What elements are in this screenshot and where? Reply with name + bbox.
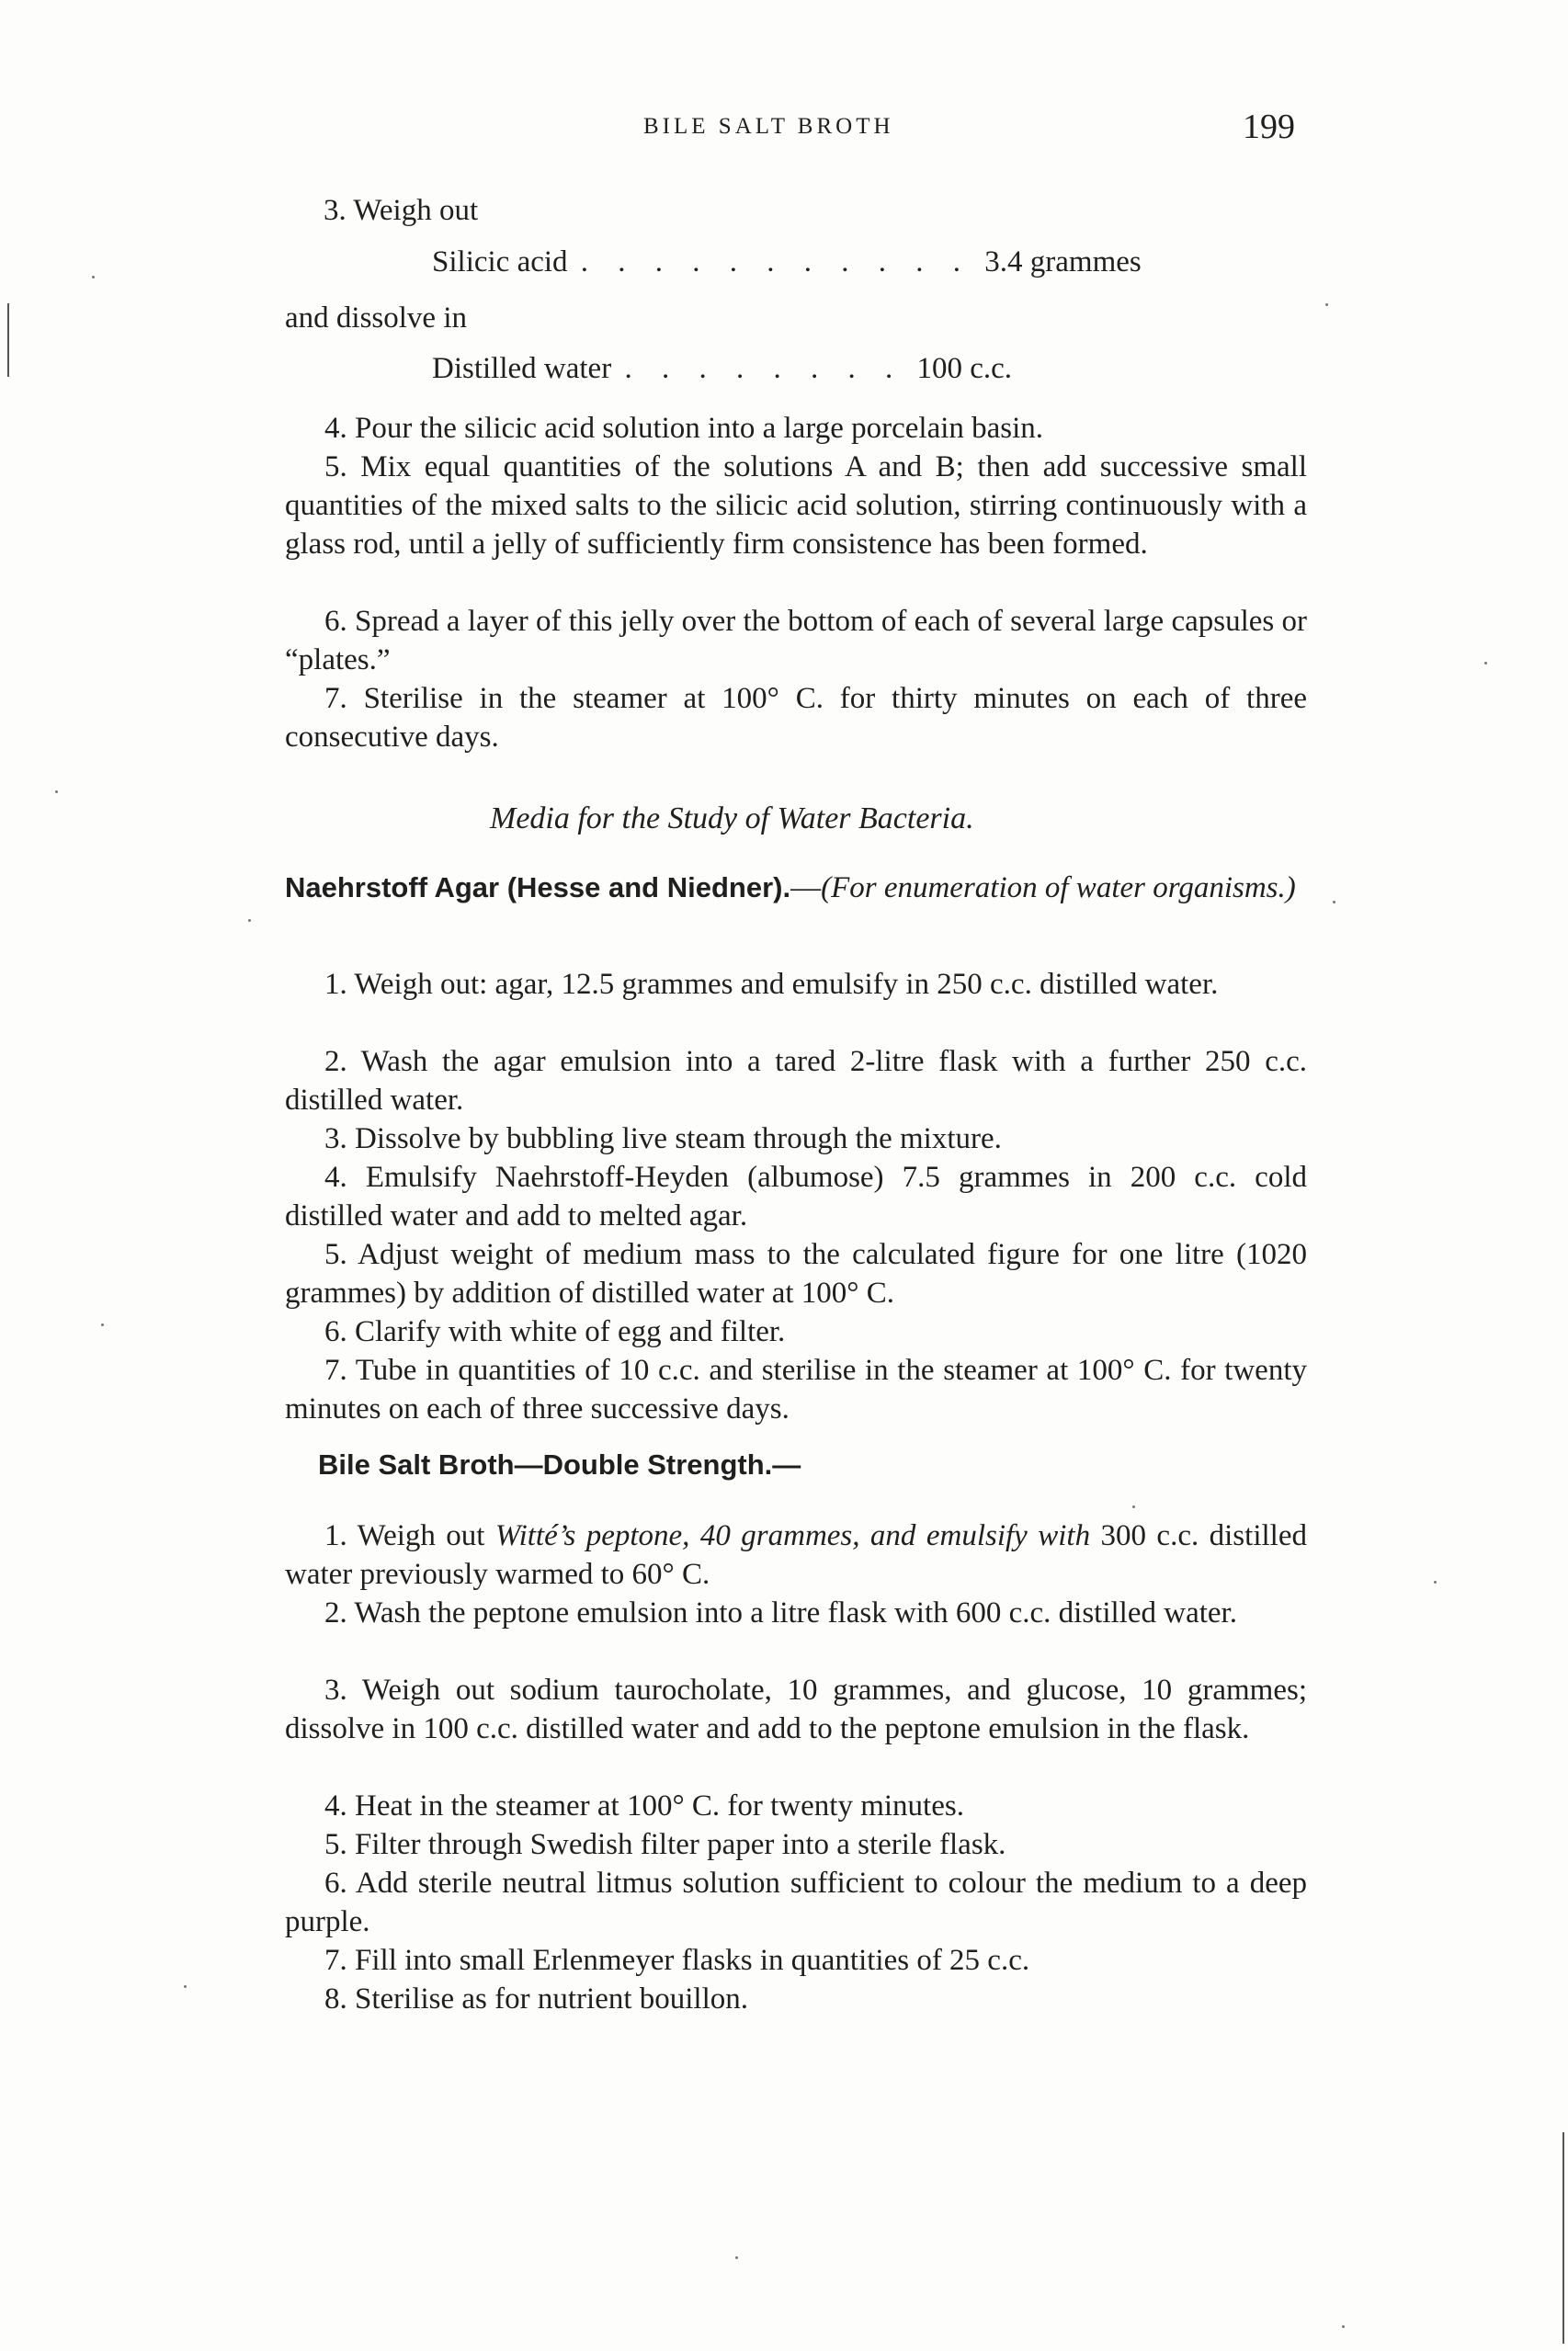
- distilled-water-row: [432, 349, 1012, 388]
- step-3-weigh-out: 3. Weigh out: [324, 194, 479, 227]
- naehrstoff-title-block: [285, 869, 1307, 907]
- scan-margin-line: [1562, 2132, 1564, 2344]
- step-lead: 1. Weigh out: [324, 1519, 495, 1552]
- silicic-step-4: 4. Pour the silicic acid solution into a large porcelain basin.: [324, 412, 1044, 445]
- bile-step-7: 7. Fill into small Erlenmeyer flasks in quantities of 25 c.c.: [324, 1944, 1030, 1977]
- bile-salt-title: Bile Salt Broth—Double Strength.—: [318, 1448, 801, 1481]
- leader-dots: . . . . . . . . . . .: [580, 245, 972, 278]
- silicic-step-5: 5. Mix equal quantities of the solutions A and B; then add successive small quantities of the mixed salts to the silicic acid solution, stirring continuously with a glass rod, until a jelly of sufficiently firm consistence has been formed.: [285, 450, 1307, 561]
- running-header-title: BILE SALT BROTH: [643, 114, 894, 139]
- page-number: 199: [1243, 108, 1295, 146]
- bile-step-2: 2. Wash the peptone emulsion into a litre flask with 600 c.c. distilled water.: [324, 1596, 1237, 1630]
- silicic-acid-row: [432, 243, 1142, 281]
- naehrstoff-step-7: 7. Tube in quantities of 10 c.c. and sterilise in the steamer at 100° C. for twenty minutes on each of three successive days.: [285, 1354, 1307, 1425]
- silicic-step-6: 6. Spread a layer of this jelly over the bottom of each of several large capsules or “plates.”: [285, 605, 1307, 676]
- step-rest: 300 c.c. distilled water previously warmed to 60° C.: [285, 1519, 1307, 1591]
- bile-step-1: [285, 1516, 1307, 1594]
- bile-step-3: 3. Weigh out sodium taurocholate, 10 grammes, and glucose, 10 grammes; dissolve in 100 c.c. distilled water and add to the peptone emulsion in the flask.: [285, 1674, 1307, 1745]
- step-italic: Witté’s peptone, 40 grammes, and emulsify with: [494, 1519, 1091, 1552]
- ingredient-amount: 3.4 grammes: [984, 245, 1142, 278]
- recipe-title: Naehrstoff Agar (Hesse and Niedner).: [285, 871, 791, 903]
- section-heading: Media for the Study of Water Bacteria.: [490, 801, 974, 835]
- leader-dots: . . . . . . . .: [624, 352, 904, 385]
- bile-step-5: 5. Filter through Swedish filter paper into a sterile flask.: [324, 1828, 1006, 1861]
- dissolve-in-text: and dissolve in: [285, 301, 467, 335]
- naehrstoff-step-5: 5. Adjust weight of medium mass to the calculated figure for one litre (1020 grammes) by addition of distilled water at 100° C.: [285, 1238, 1307, 1310]
- ingredient-name: Silicic acid: [432, 245, 568, 278]
- naehrstoff-step-6: 6. Clarify with white of egg and filter.: [324, 1315, 786, 1348]
- bile-step-8: 8. Sterilise as for nutrient bouillon.: [324, 1982, 749, 2016]
- title-dash: —: [790, 871, 822, 904]
- naehrstoff-step-1: 1. Weigh out: agar, 12.5 grammes and emulsify in 250 c.c. distilled water.: [324, 968, 1219, 1001]
- scan-margin-line: [7, 303, 9, 377]
- naehrstoff-step-4: 4. Emulsify Naehrstoff-Heyden (albumose) 7.5 grammes in 200 c.c. cold distilled water and add to melted agar.: [285, 1161, 1307, 1232]
- ingredient-amount: 100 c.c.: [916, 352, 1012, 385]
- naehrstoff-step-2: 2. Wash the agar emulsion into a tared 2-litre flask with a further 250 c.c. distilled water.: [285, 1045, 1307, 1117]
- bile-step-6: 6. Add sterile neutral litmus solution sufficient to colour the medium to a deep purple.: [285, 1867, 1307, 1938]
- recipe-subtitle: (For enumeration of water organisms.): [821, 871, 1296, 904]
- silicic-step-7: 7. Sterilise in the steamer at 100° C. for thirty minutes on each of three consecutive days.: [285, 682, 1307, 754]
- ingredient-name: Distilled water: [432, 352, 612, 385]
- naehrstoff-step-3: 3. Dissolve by bubbling live steam through the mixture.: [324, 1122, 1002, 1155]
- bile-step-4: 4. Heat in the steamer at 100° C. for twenty minutes.: [324, 1789, 964, 1823]
